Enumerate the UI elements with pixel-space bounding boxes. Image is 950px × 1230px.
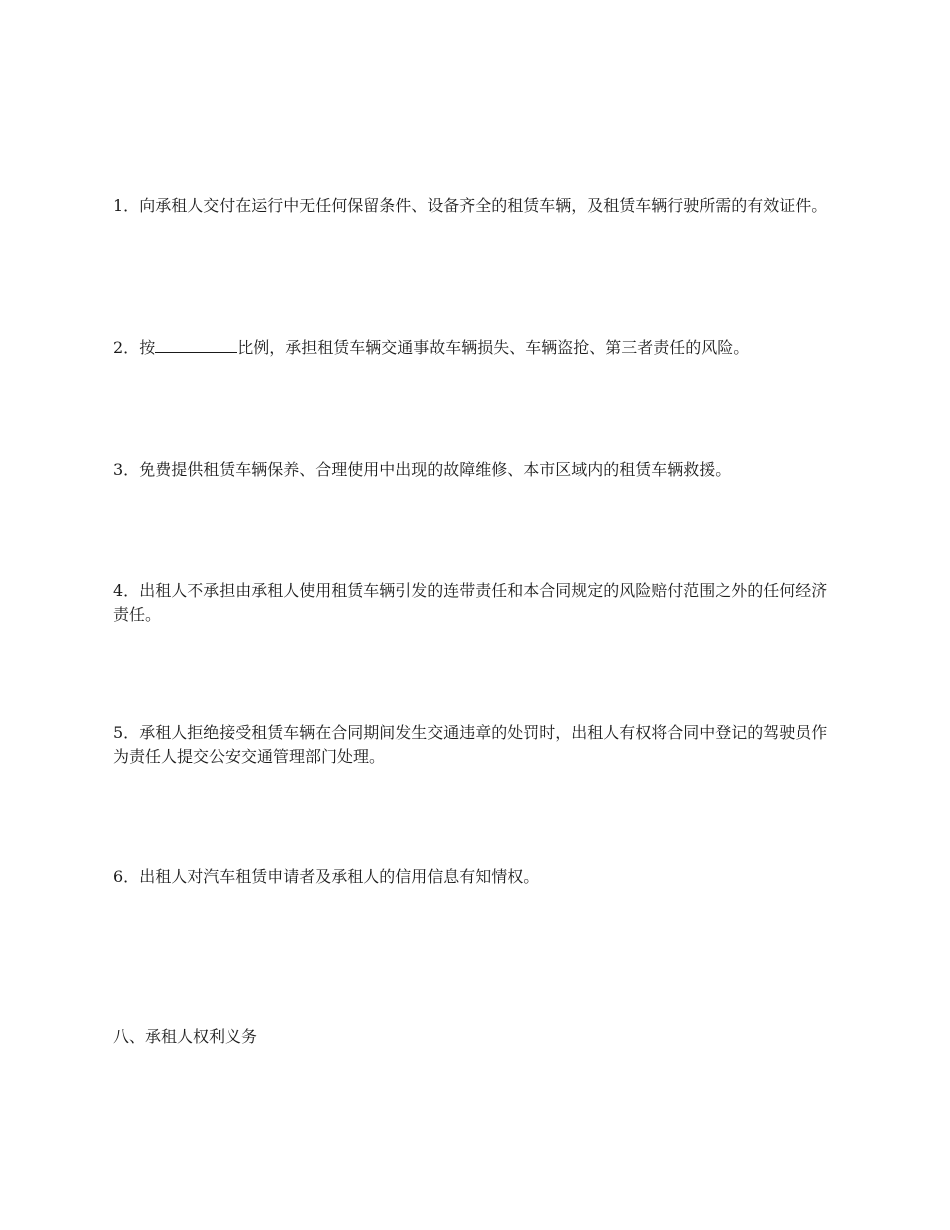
clause-text-suffix: 比例，承担租赁车辆交通事故车辆损失、车辆盗抢、第三者责任的风险。 xyxy=(237,338,750,357)
clause-number: 6． xyxy=(113,867,140,886)
clause-text: 出租人不承担由承租人使用租赁车辆引发的连带责任和本合同规定的风险赔付范围之外的任何经济责任。 xyxy=(113,581,828,624)
clause-text: 承租人拒绝接受租赁车辆在合同期间发生交通违章的处罚时，出租人有权将合同中登记的驾驶员作为责任人提交公安交通管理部门处理。 xyxy=(113,723,828,766)
clause-text: 向承租人交付在运行中无任何保留条件、设备齐全的租赁车辆，及租赁车辆行驶所需的有效证件。 xyxy=(139,196,828,215)
clause-4 xyxy=(113,579,833,627)
clause-number: 1． xyxy=(113,196,140,215)
clause-text-prefix: 按 xyxy=(139,338,156,357)
clause-5 xyxy=(113,721,833,769)
fill-in-blank xyxy=(155,338,237,353)
clause-text: 出租人对汽车租赁申请者及承租人的信用信息有知情权。 xyxy=(139,867,540,886)
clause-2 xyxy=(113,336,833,360)
section-heading: 八、承租人权利义务 xyxy=(113,1027,258,1046)
clause-6 xyxy=(113,865,833,889)
clause-3 xyxy=(113,458,833,482)
clause-text: 免费提供租赁车辆保养、合理使用中出现的故障维修、本市区域内的租赁车辆救援。 xyxy=(139,460,732,479)
clause-number: 5． xyxy=(113,723,140,742)
clause-1 xyxy=(113,194,833,218)
clause-number: 4． xyxy=(113,581,140,600)
clause-number: 3． xyxy=(113,460,140,479)
clause-number: 2． xyxy=(113,338,140,357)
